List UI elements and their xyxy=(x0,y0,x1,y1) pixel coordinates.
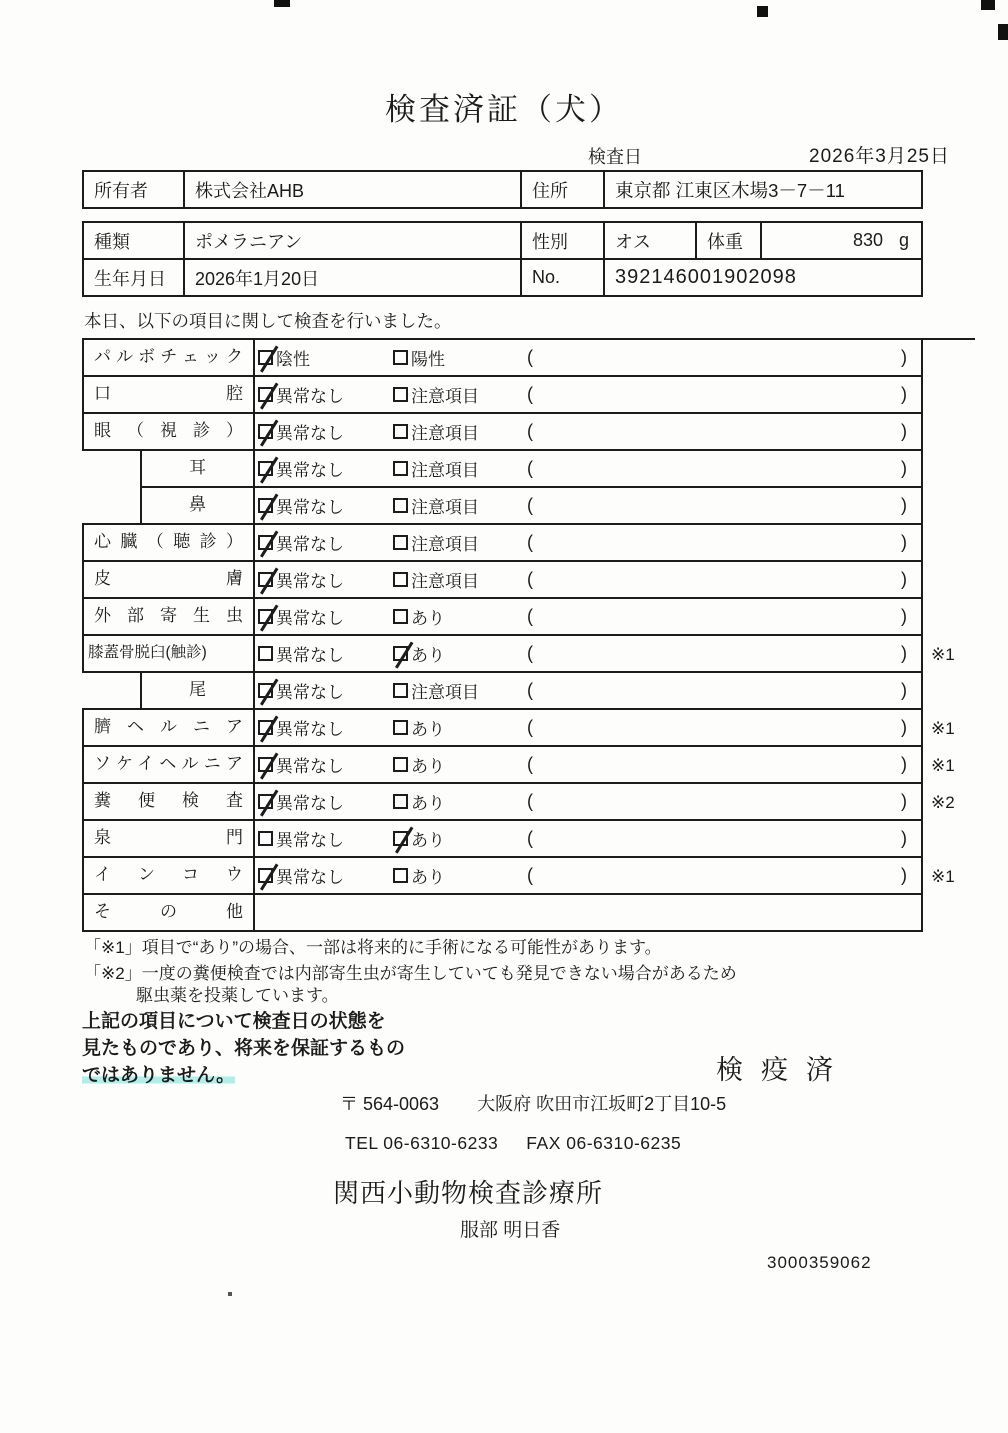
footnote-mark xyxy=(923,525,975,562)
item-label: 耳 xyxy=(140,451,253,488)
row-indent xyxy=(82,488,140,525)
checkbox-icon xyxy=(258,720,273,735)
checkbox-icon xyxy=(258,461,273,476)
option-label: 異常なし xyxy=(276,535,344,554)
option-label: 陽性 xyxy=(411,350,445,369)
result-option-1 xyxy=(258,345,393,370)
item-label: 泉門 xyxy=(82,821,253,858)
result-option-1 xyxy=(258,715,393,740)
footnote-mark: ※2 xyxy=(931,792,955,812)
remarks-field xyxy=(525,606,921,627)
paren-close: ) xyxy=(901,865,907,885)
option-label: 異常なし xyxy=(276,868,344,887)
paren-close: ) xyxy=(901,606,907,626)
option-label: 異常なし xyxy=(276,720,344,739)
owner-label: 所有者 xyxy=(82,172,183,209)
remarks-field xyxy=(525,865,921,886)
item-result xyxy=(253,821,923,858)
remarks-field xyxy=(525,458,921,479)
inspection-row xyxy=(82,858,975,895)
item-label: パルボチェック xyxy=(82,340,253,377)
inspection-row xyxy=(82,414,975,451)
inspection-row xyxy=(82,599,975,636)
result-option-2 xyxy=(393,530,525,555)
result-option-1 xyxy=(258,456,393,481)
inspection-row xyxy=(82,710,975,747)
checkbox-icon xyxy=(393,498,408,513)
paren-open: ( xyxy=(527,458,533,478)
result-option-2 xyxy=(393,789,525,814)
paren-open: ( xyxy=(527,791,533,811)
result-option-1 xyxy=(258,419,393,444)
paren-open: ( xyxy=(527,754,533,774)
item-result xyxy=(253,599,923,636)
checkbox-icon xyxy=(393,387,408,402)
result-option-1 xyxy=(258,382,393,407)
item-label: インコウ xyxy=(82,858,253,895)
paren-open: ( xyxy=(527,532,533,552)
no-label: No. xyxy=(520,260,603,297)
clinic-address: 大阪府 吹田市江坂町2丁目10-5 xyxy=(477,1094,727,1114)
owner-value: 株式会社AHB xyxy=(183,172,520,209)
result-option-1 xyxy=(258,641,393,666)
birth-value: 2026年1月20日 xyxy=(183,260,520,297)
option-label: 陰性 xyxy=(276,350,310,369)
item-result xyxy=(253,451,923,488)
checkbox-icon xyxy=(393,646,408,661)
inspection-row xyxy=(82,451,975,488)
remarks-field xyxy=(525,791,921,812)
item-result xyxy=(253,377,923,414)
inspection-row xyxy=(82,636,975,673)
footnote-2: 「※2」一度の糞便検査では内部寄生虫が寄生していても発見できない場合があるため xyxy=(84,964,737,983)
inspection-row xyxy=(82,784,975,821)
item-result xyxy=(253,525,923,562)
option-label: 注意項目 xyxy=(411,535,479,554)
checkbox-icon xyxy=(258,498,273,513)
checkbox-icon xyxy=(393,794,408,809)
result-option-2 xyxy=(393,678,525,703)
checkbox-icon xyxy=(258,424,273,439)
checkbox-icon xyxy=(393,424,408,439)
inspection-row xyxy=(82,821,975,858)
weight-label: 体重 xyxy=(695,223,760,260)
paren-open: ( xyxy=(527,421,533,441)
option-label: あり xyxy=(411,831,445,850)
item-result xyxy=(253,636,923,673)
owner-table xyxy=(82,170,923,209)
owner-row xyxy=(82,172,923,209)
paren-close: ) xyxy=(901,791,907,811)
scan-artifact xyxy=(274,0,290,7)
breed-label: 種類 xyxy=(82,223,183,260)
result-option-2 xyxy=(393,419,525,444)
item-result xyxy=(253,414,923,451)
sex-label: 性別 xyxy=(520,223,603,260)
inspection-row xyxy=(82,562,975,599)
paren-close: ) xyxy=(901,495,907,515)
result-option-2 xyxy=(393,715,525,740)
pet-row-2 xyxy=(82,260,923,297)
option-label: あり xyxy=(411,609,445,628)
checkbox-icon xyxy=(393,683,408,698)
clinic-phone-line xyxy=(345,1133,681,1154)
clinic-address-line xyxy=(340,1090,726,1116)
footnote-mark: ※1 xyxy=(931,755,955,775)
option-label: あり xyxy=(411,720,445,739)
option-label: 異常なし xyxy=(276,683,344,702)
no-value: 392146001902098 xyxy=(603,260,923,297)
scan-artifact xyxy=(998,24,1008,40)
paren-close: ) xyxy=(901,643,907,663)
weight-cell xyxy=(760,223,923,260)
result-option-2 xyxy=(393,641,525,666)
footnote-mark: ※1 xyxy=(931,644,955,664)
remarks-field xyxy=(525,717,921,738)
document-title: 検査済証（犬） xyxy=(385,92,623,127)
result-option-2 xyxy=(393,456,525,481)
scan-artifact xyxy=(228,1292,232,1296)
remarks-field xyxy=(525,828,921,849)
checkbox-icon xyxy=(393,831,408,846)
remarks-field xyxy=(525,384,921,405)
weight-unit: g xyxy=(898,230,909,250)
row-indent xyxy=(82,451,140,488)
footnote-mark: ※1 xyxy=(931,718,955,738)
footnote-mark xyxy=(923,821,975,858)
result-option-2 xyxy=(393,826,525,851)
paren-open: ( xyxy=(527,569,533,589)
footnote-mark xyxy=(923,377,975,414)
option-label: 異常なし xyxy=(276,387,344,406)
option-label: 注意項目 xyxy=(411,683,479,702)
sex-value: オス xyxy=(603,223,695,260)
paren-open: ( xyxy=(527,384,533,404)
fax-number: FAX 06-6310-6235 xyxy=(526,1133,682,1153)
result-option-1 xyxy=(258,826,393,851)
checkbox-icon xyxy=(393,757,408,772)
pet-info-table xyxy=(82,221,923,297)
item-label: その他 xyxy=(82,895,253,932)
checkbox-icon xyxy=(393,572,408,587)
footnote-mark xyxy=(923,414,975,451)
item-result xyxy=(253,710,923,747)
result-option-1 xyxy=(258,789,393,814)
option-label: 注意項目 xyxy=(411,498,479,517)
result-option-1 xyxy=(258,752,393,777)
paren-open: ( xyxy=(527,717,533,737)
item-label: 糞便検査 xyxy=(82,784,253,821)
item-label: 尾 xyxy=(140,673,253,710)
item-result xyxy=(253,784,923,821)
checkbox-icon xyxy=(258,572,273,587)
weight-value: 830 xyxy=(852,230,883,250)
footnote-1: 「※1」項目で“あり”の場合、一部は将来的に手術になる可能性があります。 xyxy=(84,938,662,957)
paren-open: ( xyxy=(527,495,533,515)
result-option-1 xyxy=(258,567,393,592)
result-option-2 xyxy=(393,345,525,370)
paren-close: ) xyxy=(901,532,907,552)
veterinarian-name: 服部 明日香 xyxy=(460,1220,561,1241)
inspection-row xyxy=(82,488,975,525)
inspection-row xyxy=(82,747,975,784)
disclaimer-line-3 xyxy=(82,1062,405,1089)
paren-close: ) xyxy=(901,458,907,478)
postal-code: 〒 564-0063 xyxy=(340,1094,440,1114)
item-label: 外部寄生虫 xyxy=(82,599,253,636)
intro-sentence: 本日、以下の項目に関して検査を行いました。 xyxy=(84,311,452,331)
option-label: 異常なし xyxy=(276,424,344,443)
option-label: あり xyxy=(411,868,445,887)
paren-open: ( xyxy=(527,643,533,663)
checkbox-icon xyxy=(258,757,273,772)
option-label: 異常なし xyxy=(276,794,344,813)
option-label: 注意項目 xyxy=(411,424,479,443)
footnote-mark xyxy=(923,599,975,636)
remarks-field xyxy=(525,347,921,368)
option-label: 異常なし xyxy=(276,831,344,850)
option-label: 異常なし xyxy=(276,609,344,628)
inspection-row xyxy=(82,895,975,932)
inspection-row xyxy=(82,525,975,562)
checkbox-icon xyxy=(393,609,408,624)
result-option-1 xyxy=(258,678,393,703)
result-option-2 xyxy=(393,863,525,888)
item-label: 眼（視診） xyxy=(82,414,253,451)
option-label: 異常なし xyxy=(276,498,344,517)
option-label: 異常なし xyxy=(276,572,344,591)
remarks-field xyxy=(525,754,921,775)
remarks-field xyxy=(525,532,921,553)
checkbox-icon xyxy=(258,794,273,809)
inspection-row xyxy=(82,377,975,414)
remarks-field xyxy=(525,643,921,664)
footnote-mark xyxy=(923,673,975,710)
breed-value: ポメラニアン xyxy=(183,223,520,260)
inspection-table xyxy=(82,338,975,932)
result-option-1 xyxy=(258,604,393,629)
item-result xyxy=(253,895,923,932)
paren-close: ) xyxy=(901,754,907,774)
result-option-2 xyxy=(393,604,525,629)
option-label: 注意項目 xyxy=(411,572,479,591)
inspection-row xyxy=(82,673,975,710)
footnote-mark xyxy=(923,451,975,488)
scan-artifact xyxy=(757,6,768,17)
remarks-field xyxy=(525,569,921,590)
paren-close: ) xyxy=(901,828,907,848)
footnote-mark: ※1 xyxy=(931,866,955,886)
item-result xyxy=(253,562,923,599)
scan-artifact xyxy=(981,0,995,10)
item-label: 皮膚 xyxy=(82,562,253,599)
result-option-1 xyxy=(258,863,393,888)
checkbox-icon xyxy=(258,350,273,365)
paren-open: ( xyxy=(527,680,533,700)
birth-label: 生年月日 xyxy=(82,260,183,297)
disclaimer xyxy=(82,1008,405,1089)
footnote-mark xyxy=(923,340,975,377)
paren-close: ) xyxy=(901,421,907,441)
paren-close: ) xyxy=(901,347,907,367)
checkbox-icon xyxy=(258,387,273,402)
checkbox-icon xyxy=(258,609,273,624)
disclaimer-line-1: 上記の項目について検査日の状態を xyxy=(82,1011,386,1032)
item-result xyxy=(253,858,923,895)
checkbox-icon xyxy=(258,646,273,661)
address-value: 東京都 江東区木場3－7－11 xyxy=(603,172,923,209)
checkbox-icon xyxy=(393,350,408,365)
paren-open: ( xyxy=(527,828,533,848)
option-label: あり xyxy=(411,757,445,776)
paren-close: ) xyxy=(901,680,907,700)
paren-close: ) xyxy=(901,717,907,737)
paren-close: ) xyxy=(901,569,907,589)
footnote-mark xyxy=(923,562,975,599)
result-option-2 xyxy=(393,382,525,407)
footnote-2-continued: 駆虫薬を投薬しています。 xyxy=(136,986,339,1005)
remarks-field xyxy=(525,680,921,701)
result-option-2 xyxy=(393,752,525,777)
option-label: 異常なし xyxy=(276,757,344,776)
item-result xyxy=(253,340,923,377)
item-label: 膝蓋骨脱臼(触診) xyxy=(82,636,253,673)
option-label: 注意項目 xyxy=(411,387,479,406)
exam-date-label: 検査日 xyxy=(588,147,642,167)
remarks-field xyxy=(525,495,921,516)
item-result xyxy=(253,673,923,710)
checkbox-icon xyxy=(393,720,408,735)
item-label: 口腔 xyxy=(82,377,253,414)
tel-number: TEL 06-6310-6233 xyxy=(345,1133,499,1153)
quarantine-stamp: 検疫済 xyxy=(716,1055,851,1085)
paren-close: ) xyxy=(901,384,907,404)
address-label: 住所 xyxy=(520,172,603,209)
option-label: 異常なし xyxy=(276,461,344,480)
paren-open: ( xyxy=(527,606,533,626)
item-label: 心臓（聴診） xyxy=(82,525,253,562)
item-label: 臍ヘルニア xyxy=(82,710,253,747)
serial-number: 3000359062 xyxy=(767,1253,872,1272)
remarks-field xyxy=(525,421,921,442)
clinic-name: 関西小動物検査診療所 xyxy=(333,1178,604,1208)
result-option-2 xyxy=(393,493,525,518)
pet-row-1 xyxy=(82,223,923,260)
item-result xyxy=(253,747,923,784)
row-indent xyxy=(82,673,140,710)
result-option-1 xyxy=(258,493,393,518)
checkbox-icon xyxy=(258,683,273,698)
option-label: 異常なし xyxy=(276,646,344,665)
result-option-2 xyxy=(393,567,525,592)
footnote-mark xyxy=(923,895,975,932)
footnote-mark xyxy=(923,488,975,525)
checkbox-icon xyxy=(393,461,408,476)
checkbox-icon xyxy=(258,831,273,846)
paren-open: ( xyxy=(527,865,533,885)
option-label: 注意項目 xyxy=(411,461,479,480)
option-label: あり xyxy=(411,794,445,813)
item-label: ソケイヘルニア xyxy=(82,747,253,784)
checkbox-icon xyxy=(393,535,408,550)
checkbox-icon xyxy=(393,868,408,883)
inspection-row xyxy=(82,340,975,377)
result-option-1 xyxy=(258,530,393,555)
option-label: あり xyxy=(411,646,445,665)
item-label: 鼻 xyxy=(140,488,253,525)
checkbox-icon xyxy=(258,868,273,883)
paren-open: ( xyxy=(527,347,533,367)
disclaimer-line-2: 見たものであり、将来を保証するもの xyxy=(82,1038,406,1059)
exam-date-value: 2026年3月25日 xyxy=(809,146,950,167)
checkbox-icon xyxy=(258,535,273,550)
highlighted-text: ではありません。 xyxy=(82,1065,236,1086)
item-result xyxy=(253,488,923,525)
